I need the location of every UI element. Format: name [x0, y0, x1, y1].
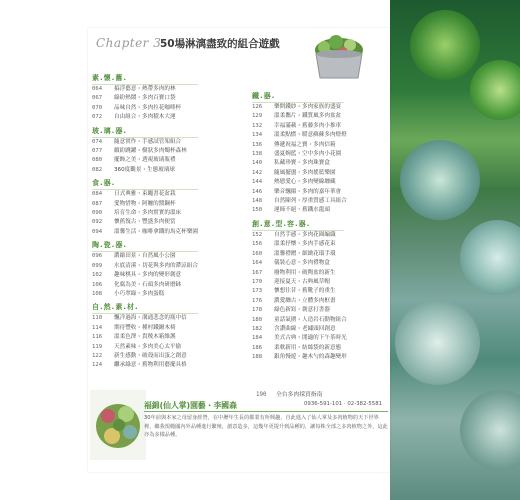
entry-title: 溫柔色澤・貴稜木箱維護: [114, 334, 176, 341]
toc-entry[interactable]: [252, 178, 387, 187]
author-name: 福錦(仙人掌)園藝・李國森: [144, 401, 237, 410]
entry-title: 綠紛熱鬧・多肉百寶口袋: [114, 95, 176, 102]
page-number: 184: [252, 335, 263, 342]
toc-section: [92, 240, 242, 299]
entry-title: 美式古典・閒適的下午茶時光: [274, 335, 347, 342]
entry-title: 溫馨生活・咖啡拿鐵的馬克杯樂園: [114, 228, 198, 235]
page-number: 077: [92, 148, 103, 155]
entry-title: 迎接夏天・古典風草帽: [274, 278, 330, 285]
entry-title: 傳遞祝福之寶・多肉信箱: [274, 141, 336, 148]
toc-entry[interactable]: [252, 188, 387, 197]
page-number: 102: [92, 272, 103, 279]
toc-entry[interactable]: [252, 278, 387, 287]
toc-entry[interactable]: [92, 271, 242, 280]
page-number: 094: [92, 228, 103, 235]
toc-entry[interactable]: [92, 352, 242, 361]
page-number: 072: [92, 114, 103, 121]
page-number: 114: [92, 324, 103, 331]
page-number: 132: [252, 122, 263, 129]
toc-entry[interactable]: [252, 112, 387, 121]
toc-entry[interactable]: [252, 250, 387, 259]
page-number: 129: [252, 113, 263, 120]
page-number: 074: [92, 138, 103, 145]
page-number: 092: [92, 219, 103, 226]
page-number: 190: [256, 392, 267, 398]
entry-title: 水底清溪・切花與多肉的滯涼組合: [114, 262, 198, 269]
toc-entry[interactable]: [252, 122, 387, 131]
entry-title: 愛物惜物・阿嬤的醬鋼杯: [114, 200, 176, 207]
entry-title: 溫柔點燃・暖意蘇蘇多肉燈燈: [274, 132, 347, 139]
toc-entry[interactable]: [252, 197, 387, 206]
toc-entry[interactable]: [92, 252, 242, 261]
page-number: 156: [252, 241, 263, 248]
page-number: 099: [92, 262, 103, 269]
toc-entry[interactable]: [252, 206, 387, 215]
page-number: 180: [252, 316, 263, 323]
toc-entry-guide[interactable]: [256, 389, 322, 398]
page-number: 090: [92, 210, 103, 217]
page-number: 142: [252, 169, 263, 176]
page-number: 148: [252, 198, 263, 205]
page-number: 167: [252, 269, 263, 276]
page-number: 124: [92, 362, 103, 369]
toc-section: [92, 126, 242, 176]
entry-title: 幸福滿載・舊藤多肉小推車: [274, 122, 342, 129]
section-heading: 食.器.: [92, 178, 198, 190]
toc-right-column: [252, 88, 387, 363]
page-number: 138: [252, 151, 263, 158]
entry-title: 全台多肉採買指南: [276, 392, 323, 398]
page-number: 096: [92, 253, 103, 260]
toc-entry[interactable]: [92, 94, 242, 103]
entry-title: 銀角慢遊・趣木勺的森趣變形: [274, 354, 347, 361]
entry-title: 自然手感・多肉花圈編織: [274, 231, 336, 238]
page-number: 064: [92, 86, 103, 92]
entry-title: 熱戀愛心・多肉變線纏藏: [274, 179, 336, 186]
entry-title: 隨意實作・手感試管架組合: [114, 138, 182, 145]
page-number: 067: [92, 95, 103, 102]
entry-title: 繽紛跳躍・樹狀多肉燭杯森林: [114, 148, 187, 155]
toc-entry[interactable]: [92, 147, 242, 156]
entry-title: 隨風擺盪・多肉搖籃樂園: [274, 169, 336, 176]
toc-entry[interactable]: [252, 269, 387, 278]
toc-entry[interactable]: [92, 343, 242, 352]
page-number: 119: [92, 343, 103, 350]
toc-entry[interactable]: [252, 231, 387, 240]
section-heading: 自.然.素.材.: [92, 302, 198, 314]
entry-title: 柔軟新用・紡絲袋的新意態: [274, 344, 342, 351]
page-number: 182: [252, 325, 263, 332]
entry-title: 搞浮藝意・熱帶多肉的林: [114, 86, 176, 92]
page-number: 188: [252, 354, 263, 361]
section-heading: 陶.瓷.器.: [92, 240, 198, 252]
toc-entry[interactable]: [92, 324, 242, 333]
page-number: 178: [252, 307, 263, 314]
toc-entry[interactable]: [92, 333, 242, 342]
entry-title: 擺飾之美・透視玻璃瓶禮: [114, 157, 176, 164]
section-heading: 創.意.型.容.器.: [252, 219, 344, 231]
chapter-label: Chapter 3: [96, 36, 162, 50]
page-number: 146: [252, 188, 263, 195]
page-number: 176: [252, 297, 263, 304]
toc-entry[interactable]: [252, 259, 387, 268]
toc-entry[interactable]: [252, 306, 387, 315]
toc-entry[interactable]: [92, 361, 242, 370]
entry-title: 樂開鐵紗・多肉家族的盛宴: [274, 104, 342, 110]
page-number: 140: [252, 160, 263, 167]
succulent-wreath-image: [90, 390, 146, 460]
divider: [144, 411, 388, 412]
page-number: 150: [252, 207, 263, 214]
toc-entry[interactable]: [252, 325, 387, 334]
toc-entry[interactable]: [252, 159, 387, 168]
page-number: 106: [92, 281, 103, 288]
entry-title: 懷想往昔・舊靴子的重生: [274, 288, 336, 295]
entry-title: 樂音飄揚・多肉的嘉年華會: [274, 188, 342, 195]
page-number: 084: [92, 191, 103, 198]
toc-entry[interactable]: [92, 113, 242, 122]
page-number: 080: [92, 157, 103, 164]
entry-title: 繼承綠意・舊物利用藝擺具格: [114, 362, 187, 369]
entry-title: 童話氣圍・人造岩石動物組合: [274, 316, 347, 323]
page-number: 087: [92, 200, 103, 207]
entry-title: 期待豐收・種村鐵鍬木椅: [114, 324, 176, 331]
toc-entry[interactable]: [252, 353, 387, 362]
entry-title: 濃縮田景・自然風小公園: [114, 253, 176, 260]
toc-entry[interactable]: [92, 156, 242, 165]
toc-entry[interactable]: [92, 209, 242, 218]
section-heading: 玻.璃.器.: [92, 126, 198, 138]
toc-entry[interactable]: [92, 218, 242, 227]
entry-title: 飄洋過海・溝通悲念的瓶中信: [114, 315, 187, 322]
entry-title: 自由組合・多肉積木大運: [114, 114, 176, 121]
page-number: 152: [252, 231, 263, 238]
toc-entry[interactable]: [252, 103, 387, 112]
entry-title: 天然素味・多肉美心太平偷: [114, 343, 182, 350]
toc-section: [92, 302, 242, 370]
entry-title: 品味自然・多肉拉花咖啡杯: [114, 104, 182, 111]
page-number: 126: [252, 104, 263, 110]
entry-title: 日式典雅・束繩書花盆栽: [114, 191, 176, 198]
entry-title: 含讚曲線・老繡頭回創意: [274, 325, 336, 332]
page-number: 170: [252, 278, 263, 285]
page-number: 164: [252, 260, 263, 267]
toc-entry[interactable]: [252, 141, 387, 150]
toc-entry[interactable]: [252, 297, 387, 306]
toc-entry[interactable]: [252, 169, 387, 178]
entry-title: 溫馨禮贈・細緻花環手環: [274, 250, 336, 257]
toc-entry[interactable]: [92, 104, 242, 113]
book-page: [88, 28, 390, 472]
entry-title: 懷舊復古・豐盛多肉便當: [114, 219, 176, 226]
toc-entry[interactable]: [92, 228, 242, 237]
page-number: 160: [252, 250, 263, 257]
toc-entry[interactable]: [252, 334, 387, 343]
entry-title: 濃愛纏古・立體多肉框畫: [274, 297, 336, 304]
entry-title: 盛夏婉藍・空中多肉小花園: [274, 151, 342, 158]
toc-entry[interactable]: [92, 290, 242, 299]
entry-title: 運締不絕・舊鐵水龍頭: [274, 207, 330, 214]
toc-section: [92, 73, 242, 123]
entry-title: 廢物利用・破陶盆的新生: [274, 269, 336, 276]
page-number: 116: [92, 334, 103, 341]
toc-entry[interactable]: [252, 316, 387, 325]
page-number: 134: [252, 132, 263, 139]
page-number: 070: [92, 104, 103, 111]
toc-entry[interactable]: [252, 344, 387, 353]
entry-title: 360度觀景・生態玻璃球: [114, 166, 176, 173]
entry-title: 培育生命・多肉實實的溫床: [114, 210, 182, 217]
chapter-title: 50場淋漓盡致的組合遊戲: [160, 38, 280, 50]
page-number: 173: [252, 288, 263, 295]
toc-entry[interactable]: [92, 200, 242, 209]
author-box: [144, 400, 388, 462]
entry-title: 新生感動・破殼而出蛋之創意: [114, 352, 187, 359]
page-number: 186: [252, 344, 263, 351]
toc-entry[interactable]: [252, 150, 387, 159]
toc-section: [252, 219, 387, 363]
page-number: 082: [92, 166, 103, 173]
succulent-planter-image: [310, 32, 368, 82]
section-heading: 素.懷.舊.: [92, 73, 198, 85]
entry-title: 趣味棋具・多肉的變形創意: [114, 272, 182, 279]
entry-title: 綠色新寫・創意打書器: [274, 307, 330, 314]
toc-entry[interactable]: [92, 262, 242, 271]
page-number: 108: [92, 290, 103, 297]
entry-title: 溫柔抒懷・多肉手感花束: [274, 241, 336, 248]
entry-title: 小巧翠綠・多肉蛋糕: [114, 290, 165, 297]
toc-entry[interactable]: [92, 138, 242, 147]
toc-section: [92, 178, 242, 237]
section-heading: 鐵.器.: [252, 91, 344, 103]
toc-left-column: [92, 70, 242, 371]
toc-entry[interactable]: [252, 131, 387, 140]
author-contact: 0936-591-101 · 02-382-5581: [304, 401, 383, 407]
toc-entry[interactable]: [92, 166, 242, 175]
toc-entry[interactable]: [92, 281, 242, 290]
page-number: 144: [252, 179, 263, 186]
entry-title: 私藏珍寶・多肉珠寶盒: [274, 160, 330, 167]
page-number: 136: [252, 141, 263, 148]
toc-entry[interactable]: [252, 240, 387, 249]
toc-entry[interactable]: [92, 85, 242, 94]
entry-title: 自然陳列・厚重質感工具組合: [274, 198, 347, 205]
entry-title: 化腐為美・石頭多肉研磨缽: [114, 281, 182, 288]
toc-section: [252, 91, 387, 216]
entry-title: 儀裝心意・多肉禮物盒: [274, 260, 330, 267]
succulent-photo-strip: [390, 0, 520, 500]
page-number: 122: [92, 352, 103, 359]
toc-entry[interactable]: [92, 190, 242, 199]
toc-entry[interactable]: [92, 314, 242, 323]
page-number: 110: [92, 315, 103, 322]
toc-entry[interactable]: [252, 287, 387, 296]
author-bio: 30年前與本家之母留身經營，在中壢年生長的都業有所興趣，自此進入了仙人掌及多肉植物的天下世界裡，繼我規範國內外品種進行繁殖，創意造多，這幾年更提升到品種的，讓每株全部之多肉植物之外，這此亦為多樣品種。: [144, 415, 388, 439]
entry-title: 溫柔攜片・鐵質風多肉盆盆: [274, 113, 342, 120]
